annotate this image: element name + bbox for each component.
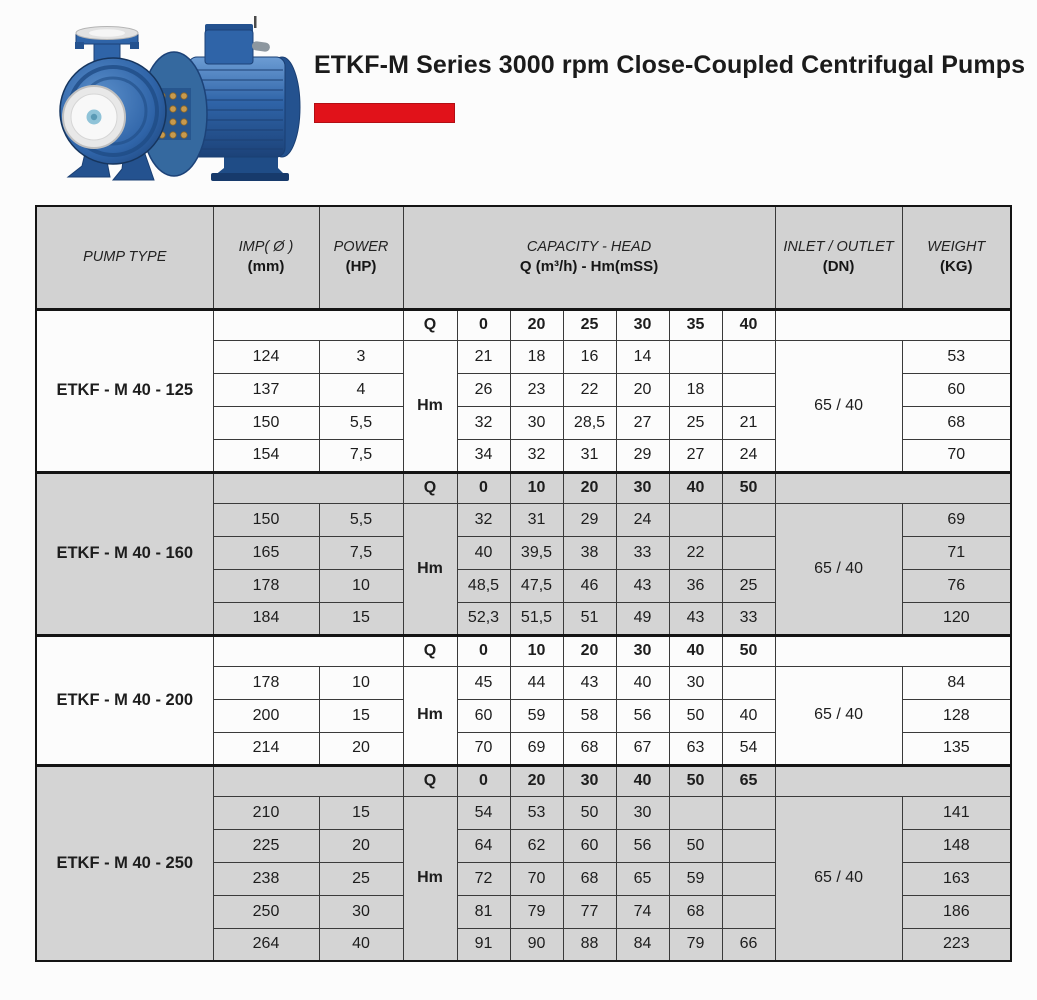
col-header-power-label: POWER bbox=[333, 239, 389, 256]
hm-value-cell: 27 bbox=[669, 439, 722, 472]
hm-value-cell: 48,5 bbox=[457, 569, 510, 602]
hm-value-cell: 84 bbox=[616, 928, 669, 961]
q-header-row bbox=[36, 765, 1011, 796]
pump-group-2 bbox=[36, 472, 1011, 635]
weight-cell: 141 bbox=[902, 796, 1011, 829]
col-header-capacity-unit: Q (m³/h) - Hm(mSS) bbox=[519, 258, 659, 276]
power-cell: 40 bbox=[319, 928, 403, 961]
hm-value-cell: 60 bbox=[563, 829, 616, 862]
power-cell: 10 bbox=[319, 569, 403, 602]
hm-value-cell: 23 bbox=[510, 373, 563, 406]
col-header-pump-type bbox=[36, 206, 213, 309]
weight-cell: 186 bbox=[902, 895, 1011, 928]
hm-value-cell: 20 bbox=[616, 373, 669, 406]
hm-value-cell bbox=[722, 536, 775, 569]
col-header-inlet-unit: (DN) bbox=[822, 258, 855, 276]
hm-value-cell bbox=[669, 340, 722, 373]
pump-illustration-svg bbox=[28, 4, 310, 192]
hm-value-cell bbox=[722, 373, 775, 406]
hm-value-cell: 31 bbox=[510, 503, 563, 536]
power-cell: 5,5 bbox=[319, 406, 403, 439]
hm-value-cell: 25 bbox=[669, 406, 722, 439]
q-value-cell: 40 bbox=[616, 765, 669, 796]
q-header-row bbox=[36, 309, 1011, 340]
hm-value-cell: 66 bbox=[722, 928, 775, 961]
page-title: ETKF-M Series 3000 rpm Close-Coupled Centrifugal Pumps bbox=[314, 51, 1026, 79]
hm-value-cell: 68 bbox=[669, 895, 722, 928]
power-cell: 3 bbox=[319, 340, 403, 373]
spacer-cell bbox=[775, 472, 1011, 503]
col-header-capacity-label: CAPACITY - HEAD bbox=[526, 239, 652, 256]
hm-label-cell: Hm bbox=[403, 340, 457, 472]
hm-value-cell: 18 bbox=[669, 373, 722, 406]
q-header-row bbox=[36, 472, 1011, 503]
hm-value-cell: 30 bbox=[616, 796, 669, 829]
hm-value-cell: 33 bbox=[616, 536, 669, 569]
hm-value-cell: 50 bbox=[669, 699, 722, 732]
spacer-cell bbox=[213, 635, 403, 666]
hm-value-cell: 58 bbox=[563, 699, 616, 732]
q-value-cell: 30 bbox=[616, 635, 669, 666]
pump-type-cell: ETKF - M 40 - 125 bbox=[36, 309, 213, 472]
hm-value-cell: 32 bbox=[510, 439, 563, 472]
inlet-outlet-cell: 65 / 40 bbox=[775, 796, 902, 961]
weight-cell: 53 bbox=[902, 340, 1011, 373]
col-header-pump-type-label: PUMP TYPE bbox=[83, 249, 167, 266]
hm-value-cell: 24 bbox=[722, 439, 775, 472]
impeller-diameter-cell: 137 bbox=[213, 373, 319, 406]
weight-cell: 69 bbox=[902, 503, 1011, 536]
impeller-diameter-cell: 150 bbox=[213, 503, 319, 536]
hm-value-cell: 47,5 bbox=[510, 569, 563, 602]
hm-value-cell: 38 bbox=[563, 536, 616, 569]
q-value-cell: 20 bbox=[510, 765, 563, 796]
hm-value-cell: 32 bbox=[457, 503, 510, 536]
hm-value-cell: 45 bbox=[457, 666, 510, 699]
q-value-cell: 0 bbox=[457, 765, 510, 796]
spacer-cell bbox=[775, 765, 1011, 796]
power-cell: 10 bbox=[319, 666, 403, 699]
q-value-cell: 50 bbox=[669, 765, 722, 796]
title-block bbox=[314, 50, 1029, 80]
hm-value-cell: 22 bbox=[669, 536, 722, 569]
impeller-diameter-cell: 214 bbox=[213, 732, 319, 765]
inlet-outlet-cell: 65 / 40 bbox=[775, 666, 902, 765]
spacer-cell bbox=[213, 309, 403, 340]
col-header-impeller-unit: (mm) bbox=[247, 258, 285, 276]
impeller-diameter-cell: 225 bbox=[213, 829, 319, 862]
hm-value-cell: 59 bbox=[510, 699, 563, 732]
hm-value-cell: 67 bbox=[616, 732, 669, 765]
hm-value-cell: 79 bbox=[510, 895, 563, 928]
hm-value-cell: 27 bbox=[616, 406, 669, 439]
hm-value-cell: 74 bbox=[616, 895, 669, 928]
weight-cell: 120 bbox=[902, 602, 1011, 635]
spacer-cell bbox=[775, 635, 1011, 666]
impeller-diameter-cell: 184 bbox=[213, 602, 319, 635]
impeller-diameter-cell: 178 bbox=[213, 569, 319, 602]
q-value-cell: 30 bbox=[563, 765, 616, 796]
hm-value-cell: 43 bbox=[616, 569, 669, 602]
power-cell: 15 bbox=[319, 602, 403, 635]
hm-value-cell bbox=[669, 796, 722, 829]
hm-value-cell: 63 bbox=[669, 732, 722, 765]
spacer-cell bbox=[213, 472, 403, 503]
pump-group-1 bbox=[36, 309, 1011, 472]
power-cell: 7,5 bbox=[319, 536, 403, 569]
pump-type-cell: ETKF - M 40 - 200 bbox=[36, 635, 213, 765]
col-header-weight-label: WEIGHT bbox=[927, 239, 986, 256]
hm-value-cell: 50 bbox=[669, 829, 722, 862]
hm-value-cell: 49 bbox=[616, 602, 669, 635]
hm-value-cell: 26 bbox=[457, 373, 510, 406]
q-value-cell: 50 bbox=[722, 635, 775, 666]
spacer-cell bbox=[213, 765, 403, 796]
volute-shape bbox=[60, 27, 166, 165]
hm-value-cell: 60 bbox=[457, 699, 510, 732]
col-header-inlet-label: INLET / OUTLET bbox=[783, 239, 894, 256]
hm-value-cell: 40 bbox=[457, 536, 510, 569]
q-value-cell: 25 bbox=[563, 309, 616, 340]
pump-product-image bbox=[28, 4, 310, 192]
q-value-cell: 50 bbox=[722, 472, 775, 503]
hm-value-cell: 79 bbox=[669, 928, 722, 961]
hm-value-cell bbox=[669, 503, 722, 536]
hm-value-cell: 91 bbox=[457, 928, 510, 961]
q-value-cell: 10 bbox=[510, 472, 563, 503]
hm-value-cell: 50 bbox=[563, 796, 616, 829]
hm-label-cell: Hm bbox=[403, 503, 457, 635]
q-value-cell: 20 bbox=[563, 635, 616, 666]
hm-value-cell: 68 bbox=[563, 862, 616, 895]
q-value-cell: 30 bbox=[616, 309, 669, 340]
hm-value-cell: 52,3 bbox=[457, 602, 510, 635]
power-cell: 7,5 bbox=[319, 439, 403, 472]
hm-value-cell bbox=[722, 895, 775, 928]
q-value-cell: 10 bbox=[510, 635, 563, 666]
hm-value-cell: 30 bbox=[510, 406, 563, 439]
q-value-cell: 0 bbox=[457, 472, 510, 503]
weight-cell: 135 bbox=[902, 732, 1011, 765]
hm-value-cell: 70 bbox=[510, 862, 563, 895]
hm-value-cell: 59 bbox=[669, 862, 722, 895]
hm-value-cell bbox=[722, 666, 775, 699]
pump-type-cell: ETKF - M 40 - 160 bbox=[36, 472, 213, 635]
hm-value-cell: 33 bbox=[722, 602, 775, 635]
q-value-cell: 20 bbox=[563, 472, 616, 503]
q-value-cell: 40 bbox=[669, 635, 722, 666]
impeller-diameter-cell: 264 bbox=[213, 928, 319, 961]
hm-value-cell: 56 bbox=[616, 829, 669, 862]
hm-value-cell: 40 bbox=[616, 666, 669, 699]
hm-value-cell bbox=[722, 796, 775, 829]
q-label-cell: Q bbox=[403, 309, 457, 340]
power-cell: 30 bbox=[319, 895, 403, 928]
hm-value-cell: 31 bbox=[563, 439, 616, 472]
inlet-outlet-cell: 65 / 40 bbox=[775, 503, 902, 635]
power-cell: 5,5 bbox=[319, 503, 403, 536]
col-header-power bbox=[319, 206, 403, 309]
weight-cell: 223 bbox=[902, 928, 1011, 961]
col-header-weight-unit: (KG) bbox=[940, 258, 973, 276]
hm-value-cell: 51 bbox=[563, 602, 616, 635]
hm-value-cell: 56 bbox=[616, 699, 669, 732]
hm-value-cell: 70 bbox=[457, 732, 510, 765]
hm-value-cell: 18 bbox=[510, 340, 563, 373]
hm-value-cell: 32 bbox=[457, 406, 510, 439]
weight-cell: 60 bbox=[902, 373, 1011, 406]
hm-value-cell: 30 bbox=[669, 666, 722, 699]
q-label-cell: Q bbox=[403, 765, 457, 796]
hm-value-cell: 54 bbox=[457, 796, 510, 829]
hm-value-cell: 88 bbox=[563, 928, 616, 961]
hm-value-cell: 51,5 bbox=[510, 602, 563, 635]
hm-label-cell: Hm bbox=[403, 796, 457, 961]
q-header-row bbox=[36, 635, 1011, 666]
impeller-diameter-cell: 178 bbox=[213, 666, 319, 699]
table-header-row bbox=[36, 206, 1011, 309]
hm-value-cell: 39,5 bbox=[510, 536, 563, 569]
q-value-cell: 40 bbox=[669, 472, 722, 503]
impeller-diameter-cell: 154 bbox=[213, 439, 319, 472]
hm-value-cell: 34 bbox=[457, 439, 510, 472]
q-label-cell: Q bbox=[403, 472, 457, 503]
hm-value-cell: 53 bbox=[510, 796, 563, 829]
pump-spec-table bbox=[35, 205, 1012, 962]
hm-value-cell: 90 bbox=[510, 928, 563, 961]
hm-value-cell: 21 bbox=[722, 406, 775, 439]
impeller-diameter-cell: 200 bbox=[213, 699, 319, 732]
power-cell: 15 bbox=[319, 796, 403, 829]
hm-value-cell: 77 bbox=[563, 895, 616, 928]
hm-value-cell: 64 bbox=[457, 829, 510, 862]
weight-cell: 84 bbox=[902, 666, 1011, 699]
col-header-power-unit: (HP) bbox=[345, 258, 377, 276]
hm-value-cell: 72 bbox=[457, 862, 510, 895]
hm-value-cell: 81 bbox=[457, 895, 510, 928]
hm-label-cell: Hm bbox=[403, 666, 457, 765]
impeller-diameter-cell: 250 bbox=[213, 895, 319, 928]
q-label-cell: Q bbox=[403, 635, 457, 666]
hm-value-cell: 62 bbox=[510, 829, 563, 862]
hm-value-cell bbox=[722, 862, 775, 895]
impeller-diameter-cell: 150 bbox=[213, 406, 319, 439]
power-cell: 20 bbox=[319, 732, 403, 765]
col-header-impeller-label: IMP( Ø ) bbox=[238, 239, 294, 256]
hm-value-cell: 65 bbox=[616, 862, 669, 895]
hm-value-cell bbox=[722, 340, 775, 373]
impeller-diameter-cell: 210 bbox=[213, 796, 319, 829]
pump-group-4 bbox=[36, 765, 1011, 961]
hm-value-cell: 40 bbox=[722, 699, 775, 732]
spacer-cell bbox=[775, 309, 1011, 340]
col-header-inlet-outlet bbox=[775, 206, 902, 309]
hm-value-cell: 43 bbox=[563, 666, 616, 699]
hm-value-cell: 44 bbox=[510, 666, 563, 699]
hm-value-cell: 22 bbox=[563, 373, 616, 406]
inlet-outlet-cell: 65 / 40 bbox=[775, 340, 902, 472]
col-header-capacity-head bbox=[403, 206, 775, 309]
weight-cell: 128 bbox=[902, 699, 1011, 732]
q-value-cell: 40 bbox=[722, 309, 775, 340]
hm-value-cell: 69 bbox=[510, 732, 563, 765]
impeller-diameter-cell: 165 bbox=[213, 536, 319, 569]
weight-cell: 76 bbox=[902, 569, 1011, 602]
col-header-impeller bbox=[213, 206, 319, 309]
hm-value-cell: 54 bbox=[722, 732, 775, 765]
q-value-cell: 0 bbox=[457, 635, 510, 666]
weight-cell: 70 bbox=[902, 439, 1011, 472]
power-cell: 4 bbox=[319, 373, 403, 406]
hm-value-cell: 68 bbox=[563, 732, 616, 765]
hm-value-cell: 43 bbox=[669, 602, 722, 635]
hm-value-cell: 29 bbox=[616, 439, 669, 472]
hm-value-cell: 24 bbox=[616, 503, 669, 536]
q-value-cell: 30 bbox=[616, 472, 669, 503]
q-value-cell: 65 bbox=[722, 765, 775, 796]
power-cell: 25 bbox=[319, 862, 403, 895]
hm-value-cell bbox=[722, 503, 775, 536]
q-value-cell: 0 bbox=[457, 309, 510, 340]
impeller-diameter-cell: 124 bbox=[213, 340, 319, 373]
hm-value-cell: 21 bbox=[457, 340, 510, 373]
hm-value-cell: 16 bbox=[563, 340, 616, 373]
hm-value-cell: 25 bbox=[722, 569, 775, 602]
hm-value-cell: 36 bbox=[669, 569, 722, 602]
weight-cell: 163 bbox=[902, 862, 1011, 895]
pump-group-3 bbox=[36, 635, 1011, 765]
weight-cell: 68 bbox=[902, 406, 1011, 439]
hm-value-cell bbox=[722, 829, 775, 862]
q-value-cell: 20 bbox=[510, 309, 563, 340]
hm-value-cell: 14 bbox=[616, 340, 669, 373]
hm-value-cell: 46 bbox=[563, 569, 616, 602]
power-cell: 15 bbox=[319, 699, 403, 732]
col-header-weight bbox=[902, 206, 1011, 309]
title-accent-bar bbox=[314, 103, 455, 123]
impeller-diameter-cell: 238 bbox=[213, 862, 319, 895]
pump-type-cell: ETKF - M 40 - 250 bbox=[36, 765, 213, 961]
weight-cell: 148 bbox=[902, 829, 1011, 862]
power-cell: 20 bbox=[319, 829, 403, 862]
weight-cell: 71 bbox=[902, 536, 1011, 569]
hm-value-cell: 28,5 bbox=[563, 406, 616, 439]
hm-value-cell: 29 bbox=[563, 503, 616, 536]
q-value-cell: 35 bbox=[669, 309, 722, 340]
